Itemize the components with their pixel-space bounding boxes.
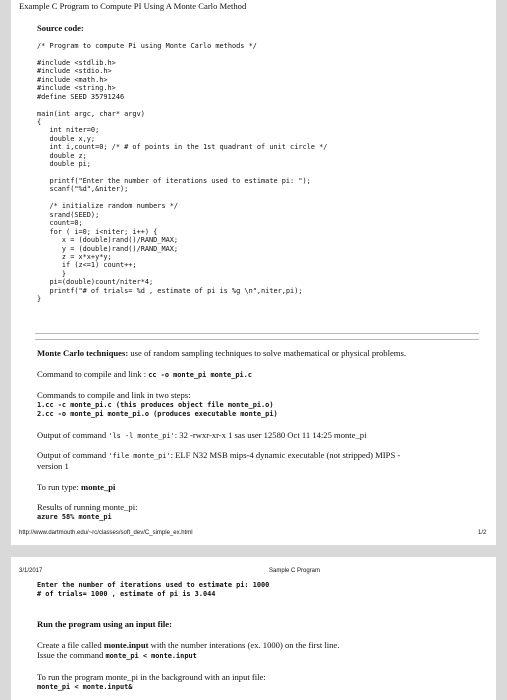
background-run-command: monte_pi < monte.input& [37, 683, 133, 691]
code-line: for ( i=0; i<niter; i++) { [37, 227, 158, 236]
code-line: /* initialize random numbers */ [37, 202, 179, 211]
two-steps-label: Commands to compile and link in two steps: [37, 390, 191, 400]
source-code-block [37, 42, 327, 304]
code-line: } [37, 269, 67, 278]
results-value: azure 58% monte_pi [37, 513, 112, 521]
code-line: printf("Enter the number of iterations used to estimate pi: "); [37, 177, 311, 185]
code-line: z = x*x+y*y; [37, 252, 112, 261]
code-line: printf("# of trials= %d , estimate of pi is %g \n",niter,pi); [37, 286, 303, 295]
create-suffix: with the number interations (ex. 1000) on the first line. [148, 640, 340, 650]
code-line: { [37, 117, 42, 126]
compile-paragraph [37, 369, 252, 381]
code-line: pi=(double)count/niter*4; [37, 278, 154, 287]
compile-label: Command to compile and link : [37, 369, 149, 379]
print-doc-title: Sample C Program [269, 568, 321, 574]
create-prefix: Create a file called [37, 640, 104, 650]
compile-command: cc -o monte_pi monte_pi.c [148, 371, 252, 379]
divider-top [35, 333, 479, 334]
code-line: #include <stdlib.h> [37, 58, 116, 67]
output-file-text-line-2: version 1 [37, 461, 69, 471]
mc-heading: Monte Carlo techniques: [37, 348, 129, 358]
code-line [37, 101, 327, 109]
code-line: count=0; [37, 219, 83, 228]
code-line: main(int argc, char* argv) [37, 109, 145, 118]
code-line: double pi; [37, 160, 91, 169]
create-file-name: monte.input [103, 640, 149, 650]
step-1: 1.cc -c monte_pi.c (this produces object file monte_pi.o) [37, 401, 274, 409]
input-file-heading: Run the program using an input file: [37, 619, 172, 629]
document-page-1 [11, 0, 496, 545]
document-page-2 [11, 557, 496, 700]
code-line: #include <math.h> [37, 75, 108, 84]
output-ls-paragraph [37, 430, 366, 442]
code-line [37, 169, 327, 177]
code-line: double x,y; [37, 134, 96, 143]
output-ls-text: : 32 -rwxr-xr-x 1 sas user 12580 Oct 11 14:25 monte_pi [174, 430, 367, 440]
code-line [37, 194, 327, 202]
code-line: int niter=0; [37, 126, 100, 135]
issue-prefix: Issue the command [37, 650, 106, 660]
code-line: double z; [37, 151, 87, 160]
program-output-line-1: Enter the number of iterations used to estimate pi: 1000 [37, 581, 270, 589]
program-output-line-2: # of trials= 1000 , estimate of pi is 3.044 [37, 590, 216, 598]
output-file-paragraph [37, 450, 400, 462]
output-file-command: 'file monte_pi' [108, 452, 171, 460]
footer-url-link[interactable]: http://www.dartmouth.edu/~rc/classes/soft_dev/C_simple_ex.html [19, 530, 193, 536]
code-line: scanf("%d",&niter); [37, 185, 129, 194]
output-file-prefix: Output of command [37, 450, 109, 460]
mc-text: use of random sampling techniques to solve mathematical or physical problems. [128, 348, 406, 358]
code-line: #define SEED 35791246 [37, 92, 125, 101]
issue-command: monte_pi < monte.input [105, 652, 197, 660]
code-line: srand(SEED); [37, 210, 100, 219]
header-title: Example C Program to Compute PI Using A Monte Carlo Method [19, 1, 247, 11]
code-line: } [37, 295, 42, 304]
mc-paragraph [37, 348, 406, 359]
code-line: x = (double)rand()/RAND_MAX; [37, 236, 179, 245]
output-file-text: : ELF N32 MSB mips-4 dynamic executable (not stripped) MIPS - [170, 450, 401, 460]
run-paragraph [37, 482, 115, 493]
divider-bottom [35, 339, 479, 340]
run-command: monte_pi [81, 482, 116, 492]
code-line: #include <stdio.h> [37, 67, 112, 76]
issue-command-paragraph [37, 650, 197, 662]
print-date: 3/1/2017 [19, 568, 43, 574]
code-line: if (z<=1) count++; [37, 261, 137, 270]
footer-page-number: 1/2 [478, 530, 487, 536]
code-line: int i,count=0; /* # of points in the 1st quadrant of unit circle */ [37, 143, 328, 152]
output-ls-command: 'ls -l monte_pi' [108, 432, 175, 440]
code-line [37, 50, 327, 58]
run-label: To run type: [37, 482, 82, 492]
step-2: 2.cc -o monte_pi monte_pi.o (produces executable monte_pi) [37, 410, 278, 418]
output-ls-prefix: Output of command [37, 430, 109, 440]
code-line: #include <string.h> [37, 84, 116, 93]
results-label: Results of running monte_pi: [37, 502, 138, 512]
code-line: y = (double)rand()/RAND_MAX; [37, 244, 179, 253]
code-line: /* Program to compute Pi using Monte Carlo methods */ [37, 42, 257, 50]
background-run-text: To run the program monte_pi in the background with an input file: [37, 672, 266, 682]
source-heading: Source code: [37, 23, 84, 33]
